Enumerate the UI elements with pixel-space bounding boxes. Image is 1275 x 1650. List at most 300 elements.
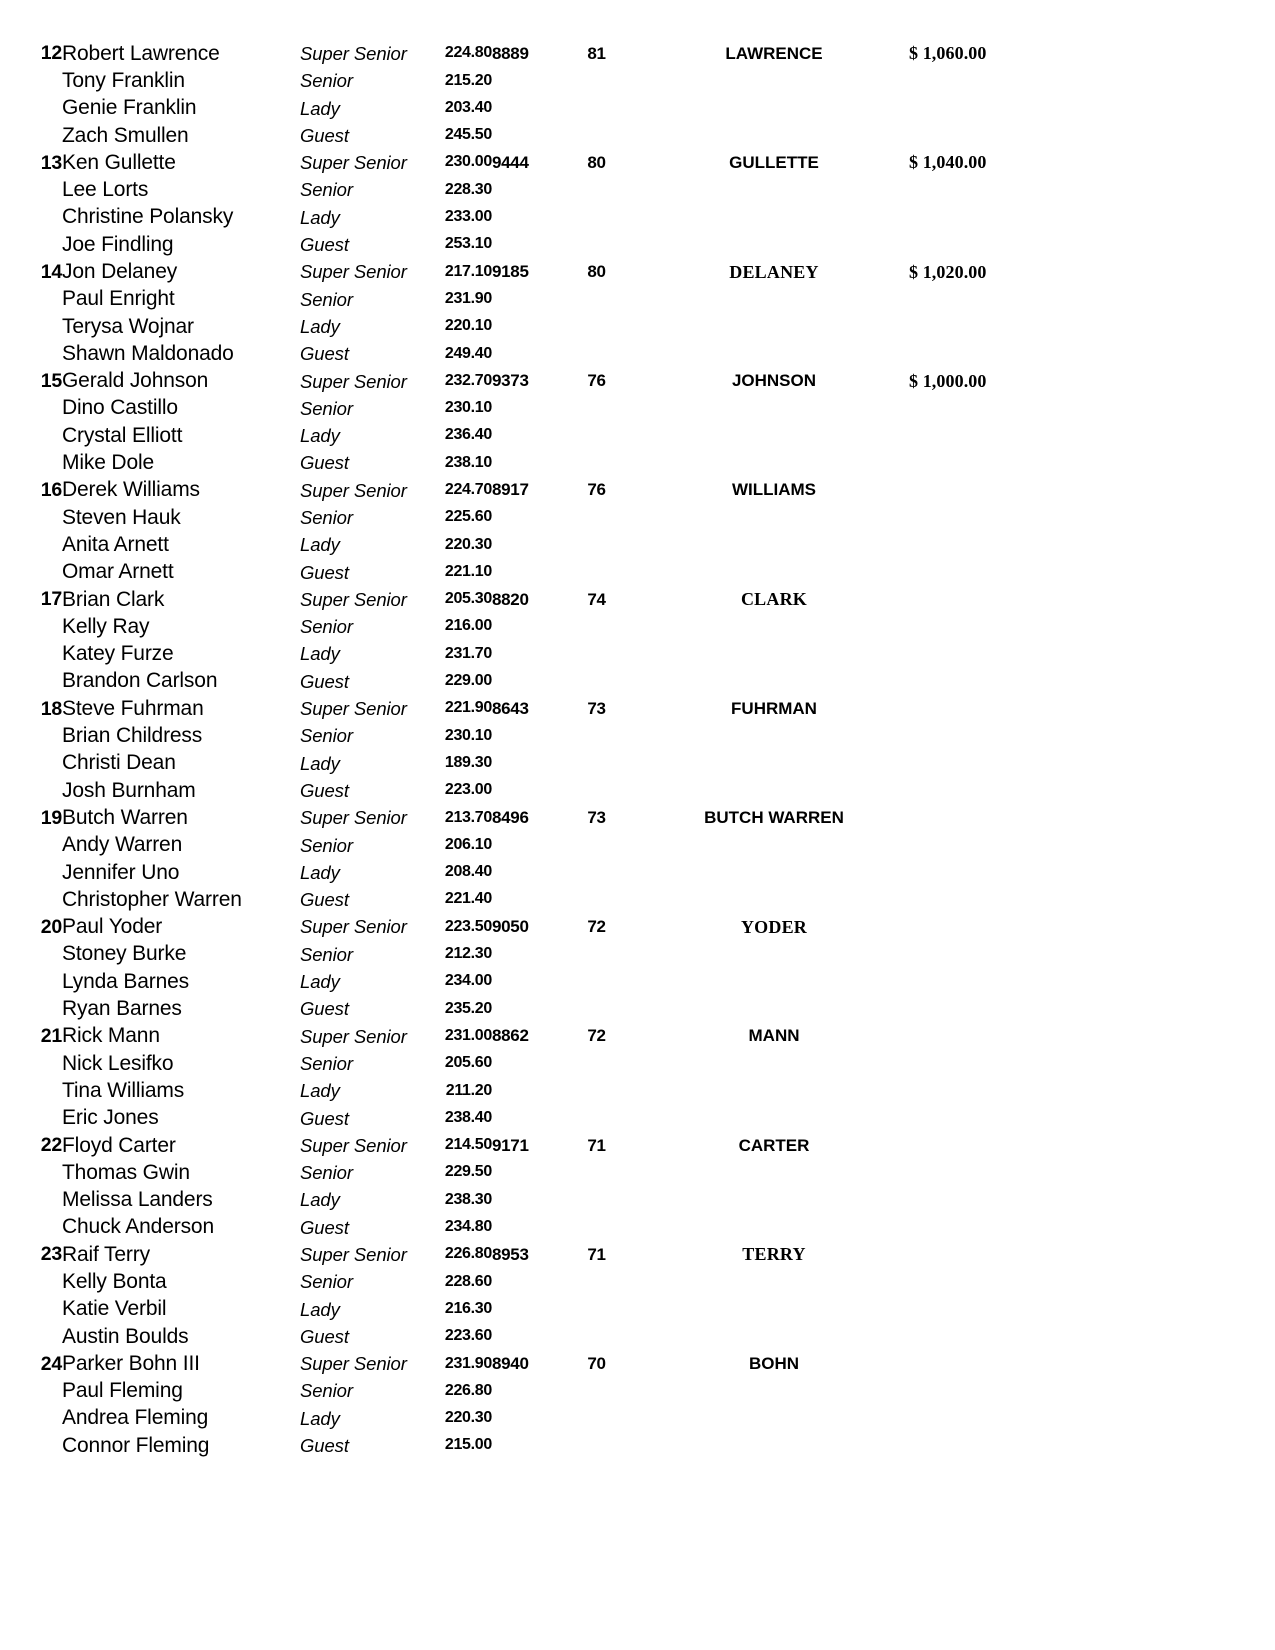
team-game-total <box>492 1296 554 1323</box>
team-name <box>639 859 909 886</box>
team-rank <box>0 1296 62 1323</box>
bowler-name: Lee Lorts <box>62 178 149 202</box>
bowler-name: Eric Jones <box>62 1106 159 1130</box>
bowler-division: Super Senior <box>300 42 407 64</box>
table-row <box>0 750 1275 777</box>
bowler-name: Dino Castillo <box>62 396 178 420</box>
team-points: 73 <box>587 808 606 828</box>
bowler-name: Butch Warren <box>62 805 188 829</box>
team-points <box>554 995 639 1022</box>
bowler-division: Senior <box>300 1052 353 1074</box>
team-prize <box>909 1268 1014 1295</box>
team-points <box>554 1405 639 1432</box>
bowler-name: Lynda Barnes <box>62 969 190 993</box>
team-points <box>554 122 639 149</box>
team-game-total <box>492 1432 554 1459</box>
bowler-name: Katey Furze <box>62 642 174 666</box>
team-points <box>554 1050 639 1077</box>
bowler-division: Super Senior <box>300 1025 407 1047</box>
team-rank <box>0 559 62 586</box>
row-spacer <box>1014 641 1275 668</box>
team-rank <box>0 1405 62 1432</box>
bowler-name: Zach Smullen <box>62 123 189 147</box>
bowler-name: Tony Franklin <box>62 68 185 92</box>
bowler-division: Lady <box>300 206 340 228</box>
team-name <box>639 1323 909 1350</box>
bowler-division: Senior <box>300 1271 353 1293</box>
team-game-total <box>492 449 554 476</box>
team-lead-row <box>0 1350 1275 1377</box>
bowler-name: Brian Clark <box>62 587 165 611</box>
bowler-average: 212.30 <box>444 945 492 963</box>
standings-table <box>0 40 1275 1459</box>
team-points <box>554 67 639 94</box>
bowler-division: Guest <box>300 561 349 583</box>
team-game-total <box>492 176 554 203</box>
team-game-total: 9444 <box>492 152 529 172</box>
team-rank <box>0 941 62 968</box>
team-name: GULLETTE <box>729 152 819 172</box>
team-name <box>639 340 909 367</box>
bowler-name: Paul Fleming <box>62 1379 183 1403</box>
team-prize: $ 1,020.00 <box>909 261 987 282</box>
row-spacer <box>1014 613 1275 640</box>
team-game-total: 9050 <box>492 917 529 937</box>
bowler-average: 220.30 <box>444 535 492 553</box>
team-rank: 24 <box>40 1352 62 1375</box>
team-name <box>639 395 909 422</box>
table-row <box>0 286 1275 313</box>
row-spacer <box>1014 586 1275 613</box>
bowler-name: Austin Boulds <box>62 1324 189 1348</box>
bowler-division: Super Senior <box>300 807 407 829</box>
row-spacer <box>1014 832 1275 859</box>
row-spacer <box>1014 804 1275 831</box>
team-name <box>639 995 909 1022</box>
team-rank: 19 <box>40 806 62 829</box>
table-row <box>0 886 1275 913</box>
table-row <box>0 668 1275 695</box>
team-prize <box>909 1214 1014 1241</box>
team-prize: $ 1,060.00 <box>909 43 987 64</box>
row-spacer <box>1014 1105 1275 1132</box>
team-lead-row <box>0 586 1275 613</box>
team-points <box>554 722 639 749</box>
table-row <box>0 67 1275 94</box>
team-points <box>554 1186 639 1213</box>
bowler-division: Super Senior <box>300 1244 407 1265</box>
bowler-name: Kelly Bonta <box>62 1269 167 1293</box>
team-game-total <box>492 422 554 449</box>
team-prize <box>909 313 1014 340</box>
team-points <box>554 340 639 367</box>
row-spacer <box>1014 340 1275 367</box>
row-spacer <box>1014 1350 1275 1377</box>
team-name <box>639 968 909 995</box>
team-rank <box>0 968 62 995</box>
bowler-name: Derek Williams <box>62 478 200 502</box>
team-points <box>554 95 639 122</box>
bowler-division: Guest <box>300 670 349 692</box>
row-spacer <box>1014 1077 1275 1104</box>
row-spacer <box>1014 122 1275 149</box>
bowler-average: 224.70 <box>444 481 492 498</box>
row-spacer <box>1014 313 1275 340</box>
row-spacer <box>1014 286 1275 313</box>
team-prize <box>909 1159 1014 1186</box>
team-game-total <box>492 204 554 231</box>
table-row <box>0 1186 1275 1213</box>
bowler-name: Steve Fuhrman <box>62 696 204 720</box>
team-points: 73 <box>587 698 606 718</box>
bowler-average: 231.70 <box>444 644 492 662</box>
table-row <box>0 559 1275 586</box>
team-prize <box>909 641 1014 668</box>
bowler-division: Super Senior <box>300 1134 407 1156</box>
team-prize <box>909 1432 1014 1459</box>
team-prize <box>909 504 1014 531</box>
bowler-name: Paul Enright <box>62 287 175 311</box>
team-name: FUHRMAN <box>731 698 817 718</box>
team-rank <box>0 95 62 122</box>
bowler-average: 223.60 <box>444 1327 492 1345</box>
team-name <box>639 1077 909 1104</box>
team-points <box>554 176 639 203</box>
team-game-total <box>492 941 554 968</box>
standings-body <box>0 40 1275 1459</box>
team-game-total: 9373 <box>492 371 529 391</box>
row-spacer <box>1014 368 1275 395</box>
team-prize <box>909 722 1014 749</box>
bowler-average: 215.20 <box>444 71 492 89</box>
team-game-total: 8889 <box>492 43 529 63</box>
bowler-division: Guest <box>300 234 349 256</box>
bowler-name: Crystal Elliott <box>62 423 183 447</box>
bowler-division: Lady <box>300 643 340 665</box>
team-points <box>554 559 639 586</box>
table-row <box>0 1432 1275 1459</box>
team-prize <box>909 1050 1014 1077</box>
team-points <box>554 1077 639 1104</box>
bowler-division: Senior <box>300 397 353 419</box>
row-spacer <box>1014 422 1275 449</box>
bowler-average: 228.30 <box>444 180 492 198</box>
bowler-average: 230.00 <box>444 153 492 171</box>
team-rank <box>0 722 62 749</box>
bowler-name: Parker Bohn III <box>62 1351 200 1375</box>
team-game-total: 8862 <box>492 1026 529 1046</box>
team-prize <box>909 449 1014 476</box>
team-game-total <box>492 886 554 913</box>
team-game-total <box>492 1268 554 1295</box>
team-lead-row <box>0 258 1275 285</box>
team-points <box>554 1296 639 1323</box>
team-game-total: 8940 <box>492 1353 529 1373</box>
team-lead-row <box>0 914 1275 941</box>
row-spacer <box>1014 504 1275 531</box>
team-game-total <box>492 859 554 886</box>
team-points <box>554 449 639 476</box>
team-points: 81 <box>587 43 606 63</box>
row-spacer <box>1014 67 1275 94</box>
team-points <box>554 504 639 531</box>
team-points: 74 <box>587 589 606 609</box>
team-rank <box>0 395 62 422</box>
team-game-total <box>492 750 554 777</box>
team-game-total <box>492 1323 554 1350</box>
table-row <box>0 722 1275 749</box>
team-prize <box>909 995 1014 1022</box>
team-game-total <box>492 1378 554 1405</box>
team-prize <box>909 1350 1014 1377</box>
team-game-total <box>492 559 554 586</box>
team-lead-row <box>0 804 1275 831</box>
team-game-total <box>492 531 554 558</box>
bowler-average: 229.00 <box>444 672 492 690</box>
team-name <box>639 176 909 203</box>
team-name: YODER <box>740 916 807 937</box>
bowler-division: Guest <box>300 998 349 1020</box>
team-points <box>554 1432 639 1459</box>
team-name <box>639 941 909 968</box>
bowler-division: Super Senior <box>300 916 407 938</box>
table-row <box>0 504 1275 531</box>
team-points <box>554 1378 639 1405</box>
table-row <box>0 832 1275 859</box>
bowler-name: Raif Terry <box>62 1242 150 1266</box>
team-name <box>639 504 909 531</box>
bowler-name: Josh Burnham <box>62 778 196 802</box>
table-row <box>0 1077 1275 1104</box>
bowler-average: 236.40 <box>444 426 492 444</box>
bowler-name: Kelly Ray <box>62 614 150 638</box>
team-lead-row <box>0 477 1275 504</box>
row-spacer <box>1014 914 1275 941</box>
team-name <box>639 95 909 122</box>
table-row <box>0 777 1275 804</box>
team-game-total <box>492 122 554 149</box>
team-prize <box>909 1296 1014 1323</box>
team-rank: 20 <box>40 915 62 938</box>
team-name: JOHNSON <box>731 371 817 391</box>
team-name <box>639 422 909 449</box>
team-game-total <box>492 1214 554 1241</box>
team-prize <box>909 941 1014 968</box>
team-name <box>639 286 909 313</box>
team-rank <box>0 231 62 258</box>
row-spacer <box>1014 777 1275 804</box>
bowler-average: 226.80 <box>444 1245 492 1263</box>
team-points <box>554 886 639 913</box>
bowler-division: Lady <box>300 315 340 337</box>
table-row <box>0 340 1275 367</box>
team-points: 72 <box>587 917 606 937</box>
team-points <box>554 1105 639 1132</box>
team-rank <box>0 995 62 1022</box>
bowler-division: Lady <box>300 752 340 774</box>
team-game-total <box>492 968 554 995</box>
bowler-average: 203.40 <box>444 98 492 116</box>
bowler-average: 211.20 <box>445 1081 492 1099</box>
bowler-division: Super Senior <box>300 370 407 392</box>
table-row <box>0 1050 1275 1077</box>
bowler-name: Brian Childress <box>62 724 203 748</box>
bowler-division: Lady <box>300 1298 340 1320</box>
team-rank: 22 <box>40 1134 62 1157</box>
team-game-total: 8820 <box>492 589 529 609</box>
team-rank: 14 <box>40 260 62 283</box>
team-points <box>554 1214 639 1241</box>
team-rank <box>0 67 62 94</box>
team-points: 80 <box>587 152 606 172</box>
team-rank <box>0 449 62 476</box>
table-row <box>0 204 1275 231</box>
bowler-average: 238.30 <box>444 1190 492 1208</box>
team-name <box>639 722 909 749</box>
bowler-division: Lady <box>300 425 340 447</box>
team-game-total <box>492 504 554 531</box>
bowler-average: 205.30 <box>444 590 492 608</box>
row-spacer <box>1014 40 1275 67</box>
bowler-division: Guest <box>300 452 349 474</box>
row-spacer <box>1014 1159 1275 1186</box>
team-points <box>554 859 639 886</box>
team-rank <box>0 750 62 777</box>
bowler-name: Joe Findling <box>62 232 174 256</box>
team-name: BUTCH WARREN <box>704 808 844 828</box>
table-row <box>0 1296 1275 1323</box>
row-spacer <box>1014 1023 1275 1050</box>
bowler-average: 232.70 <box>444 371 492 389</box>
team-rank <box>0 1077 62 1104</box>
team-prize <box>909 231 1014 258</box>
bowler-name: Stoney Burke <box>62 942 187 966</box>
bowler-average: 215.00 <box>444 1436 492 1454</box>
row-spacer <box>1014 449 1275 476</box>
row-spacer <box>1014 176 1275 203</box>
team-name <box>639 1159 909 1186</box>
row-spacer <box>1014 1432 1275 1459</box>
team-name <box>639 668 909 695</box>
team-rank <box>0 613 62 640</box>
team-rank <box>0 204 62 231</box>
team-rank: 16 <box>40 479 62 502</box>
team-points <box>554 641 639 668</box>
team-prize <box>909 340 1014 367</box>
team-name <box>639 559 909 586</box>
bowler-name: Andrea Fleming <box>62 1406 209 1430</box>
team-game-total <box>492 777 554 804</box>
team-prize <box>909 122 1014 149</box>
team-name <box>639 67 909 94</box>
bowler-division: Senior <box>300 1162 353 1184</box>
team-lead-row <box>0 1132 1275 1159</box>
team-name <box>639 231 909 258</box>
bowler-division: Super Senior <box>300 479 407 501</box>
team-game-total: 9171 <box>492 1135 529 1155</box>
bowler-average: 235.20 <box>444 999 492 1017</box>
team-prize <box>909 1323 1014 1350</box>
bowler-name: Melissa Landers <box>62 1188 213 1212</box>
row-spacer <box>1014 695 1275 722</box>
table-row <box>0 1268 1275 1295</box>
team-prize <box>909 477 1014 504</box>
team-game-total <box>492 340 554 367</box>
team-name <box>639 1378 909 1405</box>
team-name <box>639 531 909 558</box>
bowler-name: Christi Dean <box>62 751 176 775</box>
team-prize <box>909 1077 1014 1104</box>
team-prize <box>909 286 1014 313</box>
row-spacer <box>1014 1050 1275 1077</box>
row-spacer <box>1014 668 1275 695</box>
team-name <box>639 1186 909 1213</box>
team-game-total <box>492 1186 554 1213</box>
bowler-name: Jennifer Uno <box>62 860 180 884</box>
bowler-average: 221.40 <box>444 890 492 908</box>
row-spacer <box>1014 531 1275 558</box>
team-prize: $ 1,000.00 <box>909 370 987 391</box>
table-row <box>0 395 1275 422</box>
team-game-total <box>492 995 554 1022</box>
team-points <box>554 395 639 422</box>
row-spacer <box>1014 1214 1275 1241</box>
team-rank <box>0 504 62 531</box>
team-name <box>639 750 909 777</box>
team-game-total <box>492 395 554 422</box>
row-spacer <box>1014 1405 1275 1432</box>
bowler-name: Shawn Maldonado <box>62 341 234 365</box>
bowler-name: Tina Williams <box>62 1078 185 1102</box>
bowler-division: Guest <box>300 343 349 365</box>
team-prize <box>909 1241 1014 1268</box>
team-rank <box>0 1378 62 1405</box>
table-row <box>0 1405 1275 1432</box>
team-prize <box>909 95 1014 122</box>
team-name: CLARK <box>740 589 807 610</box>
team-name <box>639 313 909 340</box>
team-prize <box>909 914 1014 941</box>
team-name <box>639 122 909 149</box>
row-spacer <box>1014 258 1275 285</box>
bowler-name: Omar Arnett <box>62 560 174 584</box>
team-rank <box>0 859 62 886</box>
bowler-average: 217.10 <box>444 262 492 280</box>
team-points <box>554 531 639 558</box>
bowler-name: Andy Warren <box>62 833 183 857</box>
bowler-division: Senior <box>300 70 353 92</box>
bowler-division: Lady <box>300 1407 340 1429</box>
team-name: MANN <box>748 1026 800 1046</box>
team-prize <box>909 176 1014 203</box>
bowler-division: Senior <box>300 943 353 965</box>
bowler-name: Mike Dole <box>62 451 155 475</box>
bowler-name: Anita Arnett <box>62 532 169 556</box>
team-prize <box>909 422 1014 449</box>
team-game-total <box>492 1405 554 1432</box>
row-spacer <box>1014 995 1275 1022</box>
team-rank <box>0 777 62 804</box>
team-points <box>554 1159 639 1186</box>
bowler-division: Senior <box>300 288 353 310</box>
team-game-total <box>492 1050 554 1077</box>
bowler-division: Senior <box>300 616 353 638</box>
bowler-average: 208.40 <box>444 863 492 881</box>
team-rank <box>0 668 62 695</box>
table-row <box>0 1378 1275 1405</box>
bowler-average: 221.90 <box>444 699 492 717</box>
team-name: BOHN <box>748 1353 800 1373</box>
